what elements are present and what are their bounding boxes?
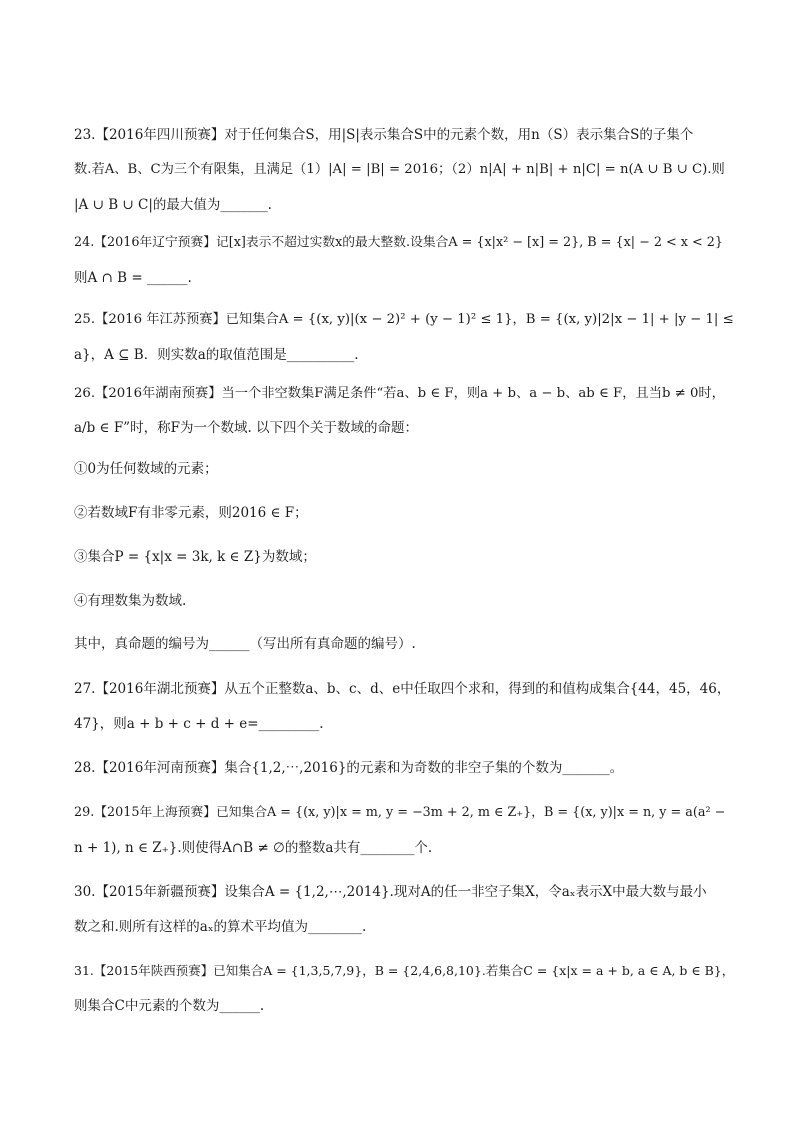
problem-26-statement-3: ③集合P = {x|x = 3k, k ∈ Z}为数域； xyxy=(74,549,316,565)
problem-31-line-2: 则集合C中元素的个数为______. xyxy=(74,998,265,1014)
problem-26-question: 其中，真命题的编号为______（写出所有真命题的编号）. xyxy=(74,636,416,652)
problem-31-line-1: 31.【2015年陕西预赛】已知集合A = {1,3,5,7,9}，B = {2,4,6,8,10}.若集合C = {x|x = a + b, a ∈ A, b ∈ B}， xyxy=(74,963,735,978)
problem-26-line-1: 26.【2016年湖南预赛】当一个非空数集F满足条件“若a、b ∈ F，则a + b、a − b、ab ∈ F，且当b ≠ 0时， xyxy=(74,386,725,401)
problem-26-statement-2: ②若数域F有非零元素，则2016 ∈ F； xyxy=(74,505,308,521)
problem-23-line-3: |A ∪ B ∪ C|的最大值为_______. xyxy=(74,197,272,213)
problem-30-line-2: 数之和.则所有这样的aₓ的算术平均值为________. xyxy=(74,919,367,935)
problem-26-statement-4: ④有理数集为数域. xyxy=(74,593,187,609)
problem-29-line-1: 29.【2015年上海预赛】已知集合A = {(x, y)|x = m, y = −3m + 2, m ∈ Z₊}，B = {(x, y)|x = n, y = a(a² − xyxy=(74,805,726,820)
problem-26-line-2: a/b ∈ F”时，称F为一个数域. 以下四个关于数域的命题： xyxy=(74,420,419,436)
problem-24-line-1: 24.【2016年辽宁预赛】记[x]表示不超过实数x的最大整数.设集合A = {x|x² − [x] = 2}, B = {x| − 2 < x < 2} xyxy=(74,235,723,250)
problem-23-line-1: 23.【2016年四川预赛】对于任何集合S，用|S|表示集合S中的元素个数，用n（S）表示集合S的子集个 xyxy=(74,127,694,143)
problem-30-line-1: 30.【2015年新疆预赛】设集合A = {1,2,⋯,2014}.现对A的任一非空子集X，令aₓ表示X中最大数与最小 xyxy=(74,884,707,900)
problem-29-line-2: n + 1), n ∈ Z₊}.则使得A∩B ≠ ∅的整数a共有________个. xyxy=(74,840,433,856)
problem-25-line-1: 25.【2016 年江苏预赛】已知集合A = {(x, y)|(x − 2)² + (y − 1)² ≤ 1}，B = {(x, y)|2|x − 1| + |y − 1| ≤ xyxy=(74,312,734,327)
problem-25-line-2: a}，A ⊆ B．则实数a的取值范围是__________. xyxy=(74,347,359,363)
problem-23-line-2: 数.若A、B、C为三个有限集，且满足（1）|A| = |B| = 2016；（2）n|A| + n|B| + n|C| = n(A ∪ B ∪ C).则 xyxy=(74,162,725,177)
problem-28-line-1: 28.【2016年河南预赛】集合{1,2,⋯,2016}的元素和为奇数的非空子集的个数为_______。 xyxy=(74,760,624,776)
problem-27-line-2: 47}，则a + b + c + d + e=_________. xyxy=(74,716,324,732)
problem-26-statement-1: ①0为任何数域的元素； xyxy=(74,461,218,477)
problem-24-line-2: 则A ∩ B = ______. xyxy=(74,270,192,286)
problem-27-line-1: 27.【2016年湖北预赛】从五个正整数a、b、c、d、e中任取四个求和，得到的和值构成集合{44，45，46， xyxy=(74,681,731,697)
